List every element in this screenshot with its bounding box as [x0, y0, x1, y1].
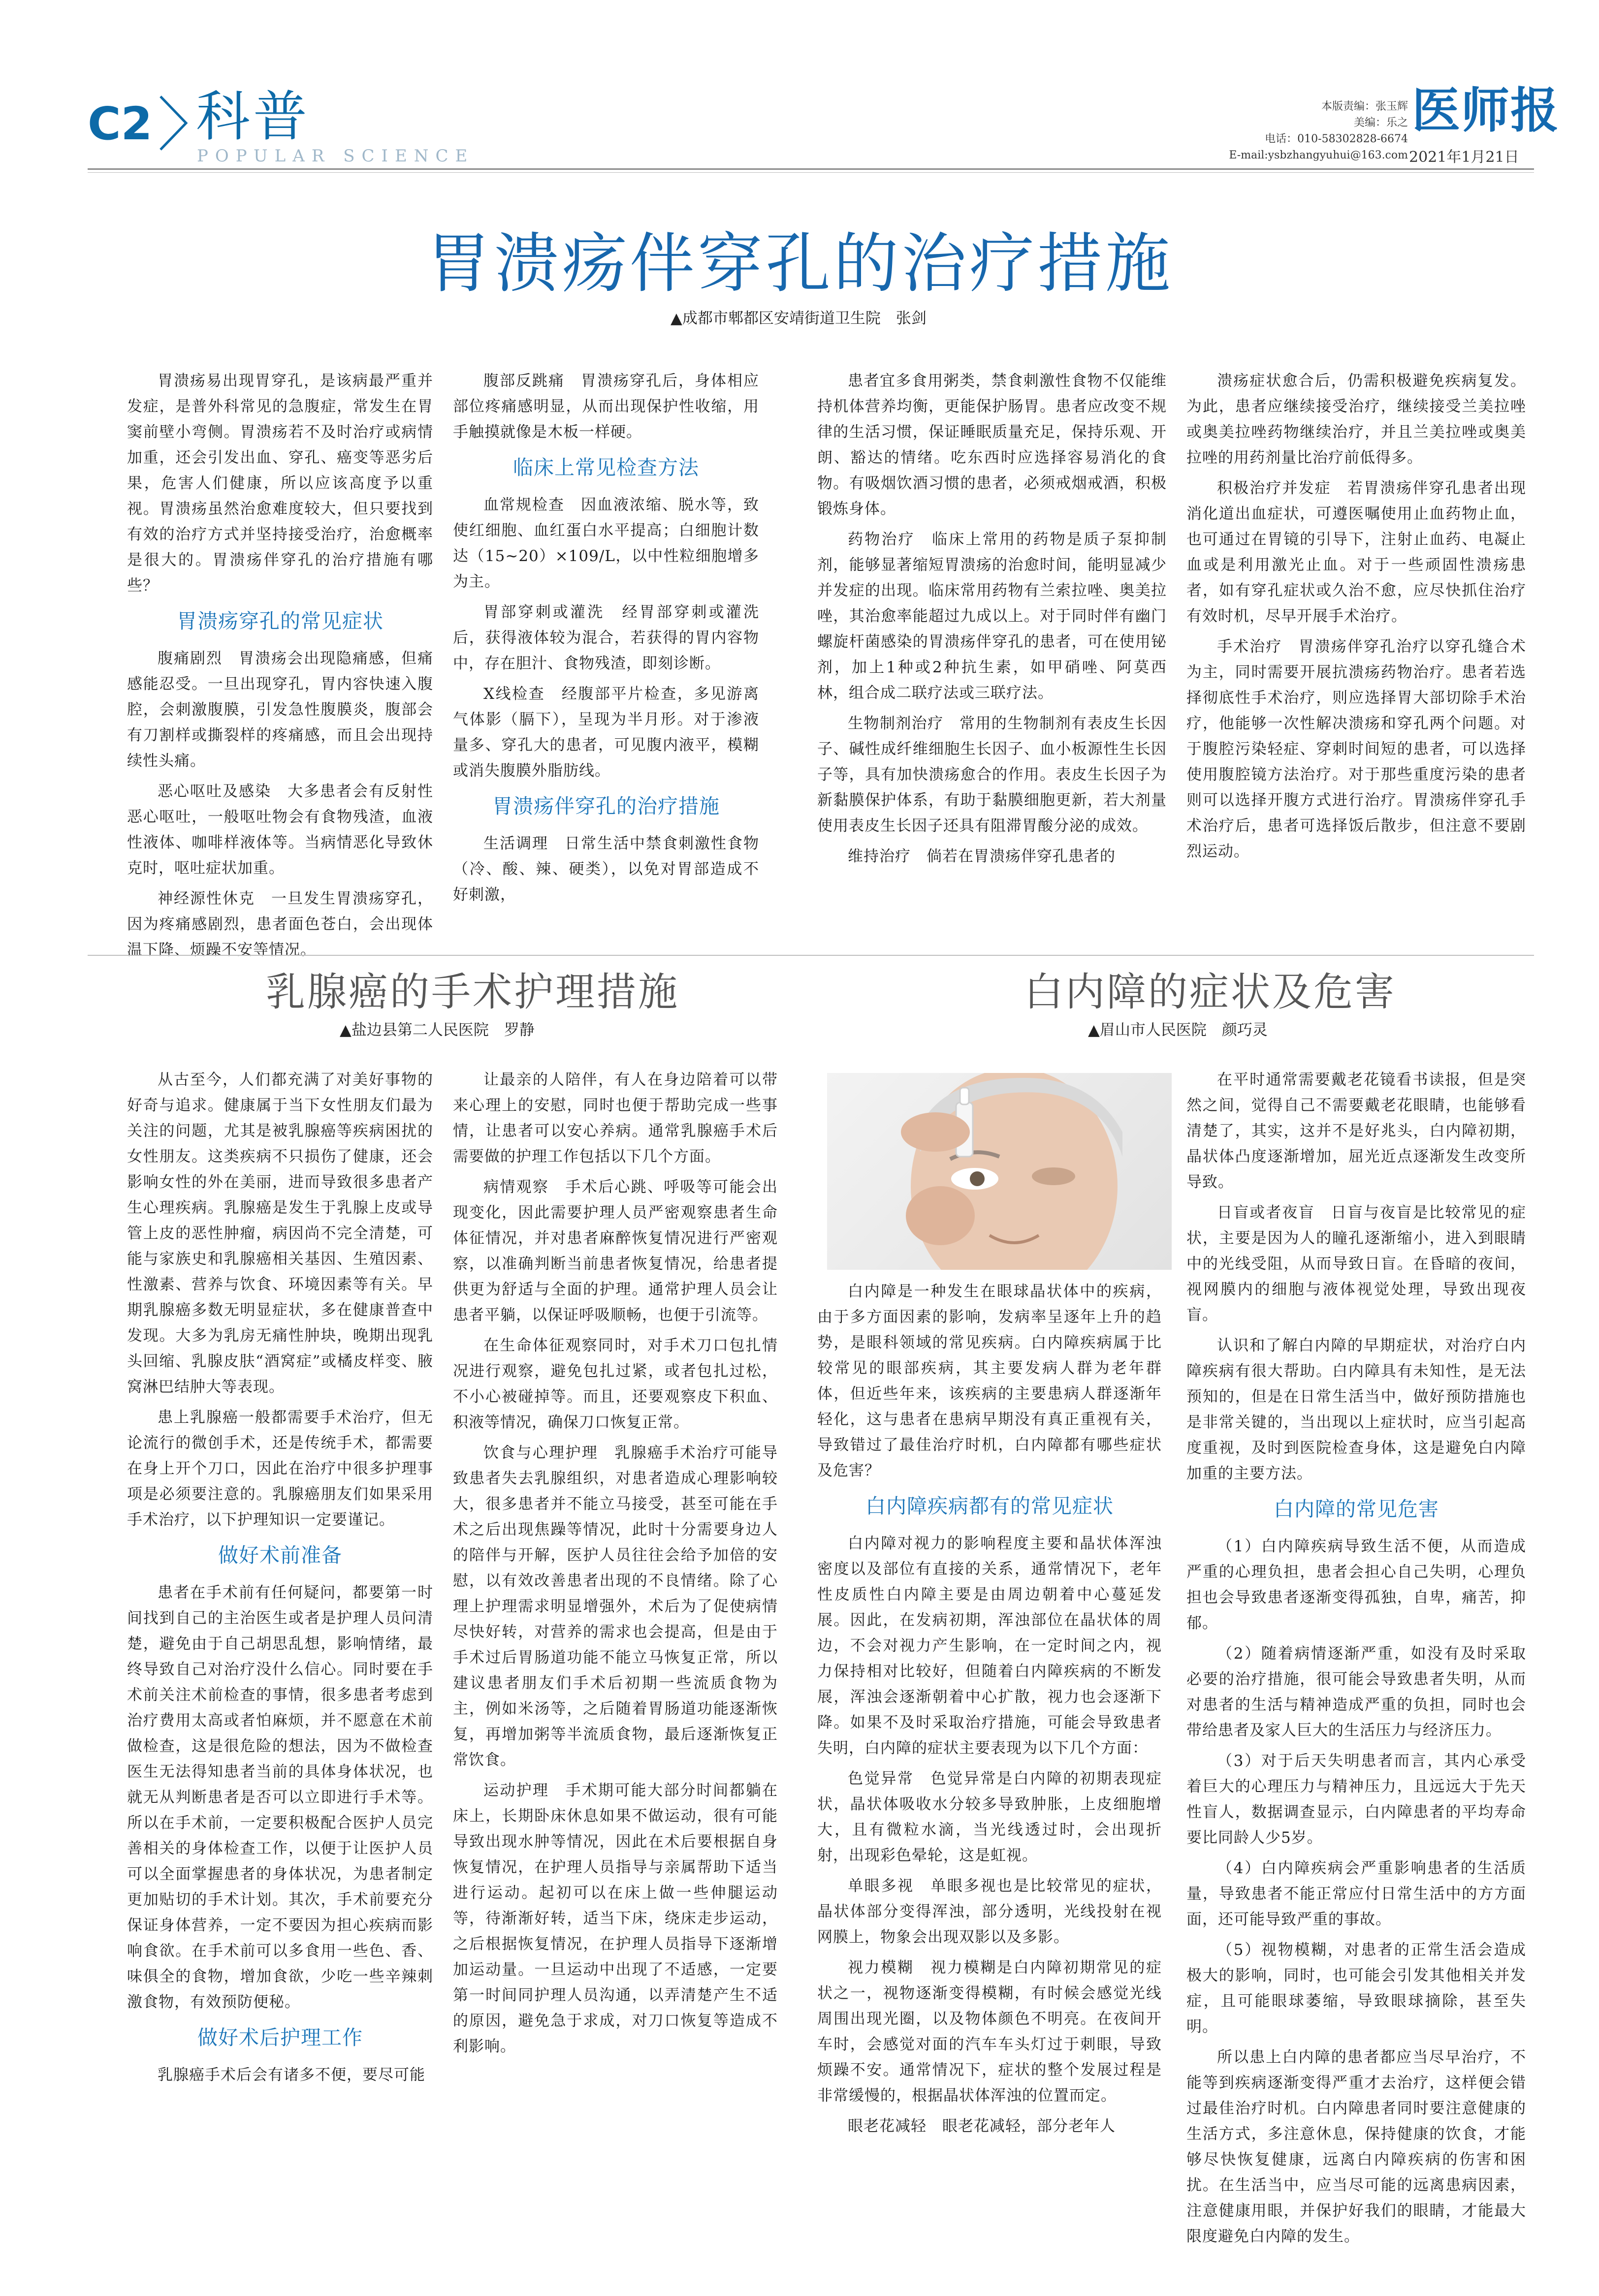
paragraph: （3）对于后天失明患者而言，其内心承受着巨大的心理压力与精神压力，且远远大于先天性盲人，数据调查显示，白内障患者的平均寿命要比同龄人少5岁。: [1186, 1752, 1526, 1847]
paragraph: 饮食与心理护理 乳腺癌手术治疗可能导致患者失去乳腺组织，对患者造成心理影响较大，很多患者并不能立马接受，甚至可能在手术之后出现焦躁等情况，此时十分需要身边人的陪伴与开解，医护人员往往会给予加倍的安慰，以有效改善患者出现的不良情绪。除了心理上护理需求明显增强外，术后为了促使病情尽快好转，对营养的需求也会提高，但是由于手术过后胃肠道功能不能立马恢复正常，所以建议患者朋友们手术后初期一些流质食物为主，例如米汤等，之后随着胃肠道功能逐渐恢复，再增加粥等半流质食物，最后逐渐恢复正常饮食。: [453, 1444, 778, 1769]
article3-column-2: [1186, 1067, 1526, 2254]
paragraph: 视力模糊 视力模糊是白内障初期常见的症状之一，视物逐渐变得模糊，有时候会感觉光线周围出现光圈，以及物体颜色不明亮。在夜间开车时，会感觉对面的汽车车头灯过于刺眼，导致烦躁不安。通常情况下，症状的整个发展过程是非常缓慢的，根据晶状体浑浊的位置而定。: [817, 1959, 1162, 2105]
paragraph: 神经源性休克 一旦发生胃溃疡穿孔，因为疼痛感剧烈，患者面色苍白，会出现体温下降、烦躁不安等情况。: [127, 890, 433, 959]
article3-photo: [827, 1073, 1172, 1270]
paragraph: （4）白内障疾病会严重影响患者的生活质量，导致患者不能正常应付日常生活中的方方面面，还可能导致严重的事故。: [1186, 1859, 1526, 1928]
article2-column-2: [453, 1067, 778, 2064]
subheading: 胃溃疡穿孔的常见症状: [177, 609, 384, 633]
phone: 电话：010-58302828-6674: [1265, 133, 1408, 145]
paragraph: 血常规检查 因血液浓缩、脱水等，致使红细胞、血红蛋白水平提高；白细胞计数达（15~20）×109/L，以中性粒细胞增多为主。: [453, 496, 759, 591]
paragraph: 乳腺癌手术后会有诸多不便，要尽可能: [158, 2066, 425, 2084]
page-code: C2: [88, 97, 153, 150]
section-subtitle: POPULAR SCIENCE: [197, 146, 475, 166]
paragraph: 在平时通常需要戴老花镜看书读报，但是突然之间，觉得自己不需要戴老花眼睛，也能够看清楚了，其实，这并不是好兆头，白内障初期，晶状体凸度逐渐增加，屈光近点逐渐发生改变所导致。: [1186, 1071, 1526, 1191]
paragraph: 生活调理 日常生活中禁食刺激性食物（冷、酸、辣、硬类），以免对胃部造成不好刺激，: [453, 835, 759, 904]
paragraph: 积极治疗并发症 若胃溃疡伴穿孔患者出现消化道出血症状，可遵医嘱使用止血药物止血，也可通过在胃镜的引导下，注射止血药、电凝止血或是利用激光止血。对于一些顽固性溃疡患者，如有穿孔症状或久治不愈，应尽快抓住治疗有效时机，尽早开展手术治疗。: [1186, 479, 1526, 625]
paragraph: 溃疡症状愈合后，仍需积极避免疾病复发。为此，患者应继续接受治疗，继续接受兰美拉唑或奥美拉唑药物继续治疗，并且兰美拉唑或奥美拉唑的用药剂量比治疗前低得多。: [1186, 372, 1526, 467]
paragraph: （5）视物模糊，对患者的正常生活会造成极大的影响，同时，也可能会引发其他相关并发症，且可能眼球萎缩，导致眼球摘除，甚至失明。: [1186, 1941, 1526, 2036]
article1-column-1: [127, 368, 433, 968]
paragraph: 在生命体征观察同时，对手术刀口包扎情况进行观察，避免包扎过紧，或者包扎过松，不小心被碰掉等。而且，还要观察皮下积血、积液等情况，确保刀口恢复正常。: [453, 1337, 778, 1431]
chevron-right-icon: [157, 94, 191, 153]
subheading: 做好术前准备: [218, 1543, 342, 1567]
article3-column-1: [817, 1279, 1162, 2144]
subheading: 胃溃疡伴穿孔的治疗措施: [492, 794, 720, 818]
paragraph: 白内障对视力的影响程度主要和晶状体浑浊密度以及部位有直接的关系，通常情况下，老年性皮质性白内障主要是由周边朝着中心蔓延发展。因此，在发病初期，浑浊部位在晶状体的周边，不会对视力产生影响，在一定时间之内，视力保持相对比较好，但随着白内障疾病的不断发展，浑浊会逐渐朝着中心扩散，视力也会逐渐下降。如果不及时采取治疗措施，可能会导致患者失明，白内障的症状主要表现为以下几个方面：: [817, 1535, 1162, 1757]
paragraph: 认识和了解白内障的早期症状，对治疗白内障疾病有很大帮助。白内障具有未知性，是无法预知的，但是在日常生活当中，做好预防措施也是非常关键的，当出现以上症状时，应当引起高度重视，及时到医院检查身体，这是避免白内障加重的主要方法。: [1186, 1337, 1526, 1482]
paragraph: 眼老花减轻 眼老花减轻，部分老年人: [848, 2117, 1116, 2135]
paragraph: 手术治疗 胃溃疡伴穿孔治疗以穿孔缝合术为主，同时需要开展抗溃疡药物治疗。患者若选择彻底性手术治疗，则应选择胃大部切除手术治疗，他能够一次性解决溃疡和穿孔两个问题。对于腹腔污染轻症、穿刺时间短的患者，可以选择使用腹腔镜方法治疗。对于那些重度污染的患者则可以选择开腹方式进行治疗。胃溃疡伴穿孔手术治疗后，患者可选择饭后散步，但注意不要剧烈运动。: [1186, 638, 1526, 860]
article2-title: 乳腺癌的手术护理措施: [266, 969, 679, 1015]
article3-byline: ▲眉山市人民医院 颜巧灵: [1088, 1021, 1268, 1039]
paragraph: 胃部穿刺或灌洗 经胃部穿刺或灌洗后，获得液体较为混合，若获得的胃内容物中，存在胆汁、食物残渣，即刻诊断。: [453, 603, 759, 672]
subheading: 临床上常见检查方法: [513, 456, 699, 479]
paragraph: （2）随着病情逐渐严重，如没有及时采取必要的治疗措施，很可能会导致患者失明，从而对患者的生活与精神造成严重的负担，同时也会带给患者及家人巨大的生活压力与经济压力。: [1186, 1645, 1526, 1739]
section-divider: [88, 955, 1534, 956]
paragraph: X线检查 经腹部平片检查，多见游离气体影（膈下），呈现为半月形。对于渗液量多、穿孔大的患者，可见腹内液平，模糊或消失腹膜外脂肪线。: [453, 685, 759, 780]
elderly-man-eye-drops-image: [827, 1073, 1172, 1270]
paragraph: 让最亲的人陪伴，有人在身边陪着可以带来心理上的安慰，同时也便于帮助完成一些事情，让患者可以安心养病。通常乳腺癌手术后需要做的护理工作包括以下几个方面。: [453, 1071, 778, 1165]
paragraph: 单眼多视 单眼多视也是比较常见的症状，晶状体部分变得浑浊，部分透明，光线投射在视网膜上，物象会出现双影以及多影。: [817, 1877, 1162, 1946]
paragraph: 所以患上白内障的患者都应当尽早治疗，不能等到疾病逐渐变得严重才去治疗，这样便会错过最佳治疗时机。白内障患者同时要注意健康的生活方式，多注意休息，保持健康的饮食，才能够尽快恢复健康，远离白内障疾病的伤害和困扰。在生活当中，应当尽可能的远离患病因素，注意健康用眼，并保护好我们的眼睛，才能最大限度避免白内障的发生。: [1186, 2048, 1526, 2245]
article2-byline: ▲盐边县第二人民医院 罗静: [340, 1021, 535, 1039]
article2-column-1: [127, 1067, 433, 2093]
paragraph: 胃溃疡易出现胃穿孔，是该病最严重并发症，是普外科常见的急腹症，常发生在胃窦前壁小弯侧。胃溃疡若不及时治疗或病情加重，还会引发出血、穿孔、癌变等恶劣后果，危害人们健康，所以应该高度予以重视。胃溃疡虽然治愈难度较大，但只要找到有效的治疗方式并坚持接受治疗，治愈概率是很大的。胃溃疡伴穿孔的治疗措施有哪些？: [127, 372, 433, 595]
article1-column-2: [453, 368, 759, 912]
issue-date: 2021年1月21日: [1409, 149, 1519, 166]
editor-credit: 本版责编：张玉辉: [1321, 100, 1408, 113]
paragraph: 从古至今，人们都充满了对美好事物的好奇与追求。健康属于当下女性朋友们最为关注的问题，尤其是被乳腺癌等疾病困扰的女性朋友。这类疾病不只损伤了健康，还会影响女性的外在美丽，进而导致很多患者产生心理疾病。乳腺癌是发生于乳腺上皮或导管上皮的恶性肿瘤，病因尚不完全清楚，可能与家族史和乳腺癌相关基因、生殖因素、性激素、营养与饮食、环境因素等有关。早期乳腺癌多数无明显症状，多在健康普查中发现。大多为乳房无痛性肿块，晚期出现乳头回缩、乳腺皮肤“酒窝症”或橘皮样变、腋窝淋巴结肿大等表现。: [127, 1071, 433, 1396]
paragraph: （1）白内障疾病导致生活不便，从而造成严重的心理负担，患者会担心自己失明，心理负担也会导致患者逐渐变得孤独，自卑，痛苦，抑郁。: [1186, 1538, 1526, 1632]
paragraph: 腹部反跳痛 胃溃疡穿孔后，身体相应部位疼痛感明显，从而出现保护性收缩，用手触摸就像是木板一样硬。: [453, 372, 759, 441]
header-rule-thin: [88, 172, 1534, 173]
paragraph: 患者在手术前有任何疑问，都要第一时间找到自己的主治医生或者是护理人员问清楚，避免由于自己胡思乱想，影响情绪，最终导致自己对治疗没什么信心。同时要在手术前关注术前检查的事情，很多患者考虑到治疗费用太高或者怕麻烦，并不愿意在术前做检查，这是很危险的想法，因为不做检查医生无法得知患者当前的具体身体状况，也就无从判断患者是否可以立即进行手术等。所以在手术前，一定要积极配合医护人员完善相关的身体检查工作，以便于让医护人员可以全面掌握患者的身体状况，为患者制定更加贴切的手术计划。其次，手术前要充分保证身体营养，一定不要因为担心疾病而影响食欲。在手术前可以多食用一些色、香、味俱全的食物，增加食欲，少吃一些辛辣刺激食物，有效预防便秘。: [127, 1584, 433, 2011]
paragraph: 生物制剂治疗 常用的生物制剂有表皮生长因子、碱性成纤维细胞生长因子、血小板源性生长因子等，具有加快溃疡愈合的作用。表皮生长因子为新黏膜保护体系，有助于黏膜细胞更新，若大剂量使用表皮生长因子还具有阻滞胃酸分泌的成效。: [817, 715, 1167, 835]
paragraph: 病情观察 手术后心跳、呼吸等可能会出现变化，因此需要护理人员严密观察患者生命体征情况，并对患者麻醉恢复情况进行严密观察，以准确判断当前患者恢复情况，给患者提供更为舒适与全面的护理。通常护理人员会让患者平躺，以保证呼吸顺畅，也便于引流等。: [453, 1178, 778, 1324]
paragraph: 维持治疗 倘若在胃溃疡伴穿孔患者的: [848, 848, 1116, 865]
masthead-info: [1201, 98, 1408, 163]
article1-column-3: [817, 368, 1167, 874]
subheading: 白内障疾病都有的常见症状: [865, 1494, 1114, 1518]
paragraph: 患者宜多食用粥类，禁食刺激性食物不仅能维持机体营养均衡，更能保护肠胃。患者应改变不规律的生活习惯，保证睡眠质量充足，保持乐观、开朗、豁达的情绪。吃东西时应选择容易消化的食物。有吸烟饮酒习惯的患者，必须戒烟戒酒，积极锻炼身体。: [817, 372, 1167, 518]
art-editor-credit: 美编：乐之: [1353, 117, 1408, 129]
subheading: 做好术后护理工作: [197, 2026, 363, 2049]
paragraph: 患上乳腺癌一般都需要手术治疗，但无论流行的微创手术，还是传统手术，都需要在身上开个刀口，因此在治疗中很多护理事项是必须要注意的。乳腺癌朋友们如果采用手术治疗，以下护理知识一定要谨记。: [127, 1409, 433, 1529]
article1-title: 胃溃疡伴穿孔的治疗措施: [426, 226, 1173, 302]
article3-title: 白内障的症状及危害: [1024, 969, 1396, 1015]
subheading: 白内障的常见危害: [1274, 1497, 1439, 1521]
paragraph: 运动护理 手术期可能大部分时间都躺在床上，长期卧床休息如果不做运动，很有可能导致出现水肿等情况，因此在术后要根据自身恢复情况，在护理人员指导与亲属帮助下适当进行运动。起初可以在床上做一些伸腿运动等，待渐渐好转，适当下床，绕床走步运动，之后根据恢复情况，在护理人员指导下逐渐增加运动量。一旦运动中出现了不适感，一定要第一时间同护理人员沟通，以弄清楚产生不适的原因，避免急于求成，对刀口恢复等造成不利影响。: [453, 1782, 778, 2055]
section-title: 科普: [196, 85, 310, 148]
paragraph: 腹痛剧烈 胃溃疡会出现隐痛感，但痛感能忍受。一旦出现穿孔，胃内容快速入腹腔，会刺激腹膜，引发急性腹膜炎，腹部会有刀割样或撕裂样的疼痛感，而且会出现持续性头痛。: [127, 650, 433, 770]
article1-column-4: [1186, 368, 1526, 869]
paragraph: 恶心呕吐及感染 大多患者会有反射性恶心呕吐，一般呕吐物会有食物残渣，血液性液体、咖啡样液体等。当病情恶化导致休克时，呕吐症状加重。: [127, 783, 433, 877]
article1-byline: ▲成都市郫都区安靖街道卫生院 张剑: [671, 310, 927, 327]
email: E-mail:ysbzhangyuhui@163.com: [1229, 149, 1408, 161]
paragraph: 药物治疗 临床上常用的药物是质子泵抑制剂，能够显著缩短胃溃疡的治愈时间，能明显减少并发症的出现。临床常用药物有兰索拉唑、奥美拉唑，其治愈率能超过九成以上。对于同时伴有幽门螺旋杆菌感染的胃溃疡伴穿孔的患者，可在使用铋剂，加上1种或2种抗生素，如甲硝唑、阿莫西林，组合成二联疗法或三联疗法。: [817, 531, 1167, 702]
header-rule: [88, 168, 1534, 170]
paragraph: 色觉异常 色觉异常是白内障的初期表现症状，晶状体吸收水分较多导致肿胀，上皮细胞增大，且有微粒水滴，当光线透过时，会出现折射，出现彩色晕轮，这是虹视。: [817, 1770, 1162, 1864]
paragraph: 白内障是一种发生在眼球晶状体中的疾病，由于多方面因素的影响，发病率呈逐年上升的趋势，是眼科领域的常见疾病。白内障疾病属于比较常见的眼部疾病，其主要发病人群为老年群体，但近些年来，该疾病的主要患病人群逐渐年轻化，这与患者在患病早期没有真正重视有关，导致错过了最佳治疗时机，白内障都有哪些症状及危害？: [817, 1283, 1162, 1479]
paragraph: 日盲或者夜盲 日盲与夜盲是比较常见的症状，主要是因为人的瞳孔逐渐缩小，进入到眼睛中的光线受阻，从而导致日盲。在昏暗的夜间，视网膜内的细胞与液体视觉处理，导致出现夜盲。: [1186, 1204, 1526, 1324]
newspaper-logo: 医师报: [1412, 82, 1560, 139]
